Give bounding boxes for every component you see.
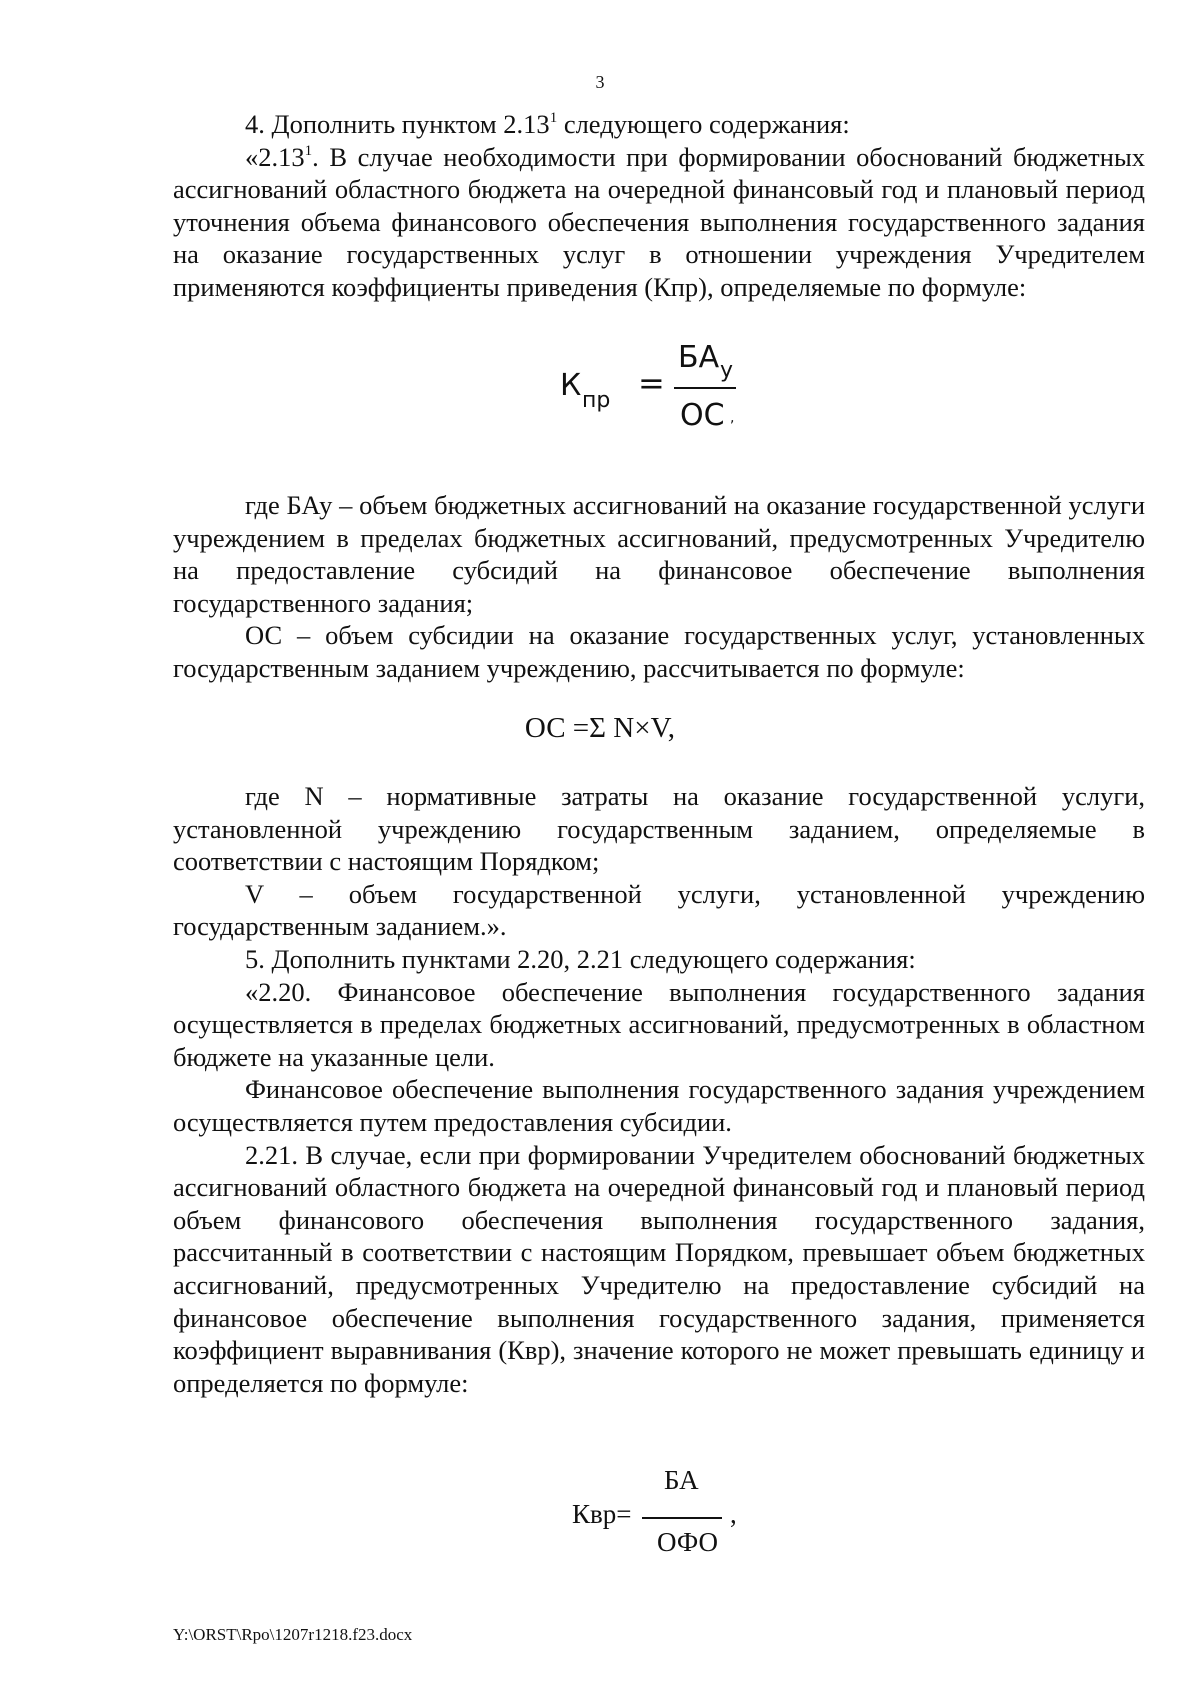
formula-kpr-comma: , <box>730 410 735 426</box>
text-span: «2.13 <box>245 141 305 172</box>
paragraph-definition-bau: где БАу – объем бюджетных ассигнований на оказание государственной услуги учреждением в пределах бюджетных ассигнований, предусмотренных Учредителю на предоставление субсидий на финансовое обеспечение выполнения государственного задания; <box>173 490 1145 618</box>
formula-kvr-denominator: ОФО <box>657 1527 718 1557</box>
text-span: следующего содержания: <box>557 109 850 139</box>
formula-kpr-denominator: ОС <box>680 398 725 433</box>
formula-oc-text: ОС =Σ N×V, <box>524 712 676 744</box>
formula-oc <box>0 712 1200 745</box>
formula-kvr-comma: , <box>730 1499 737 1529</box>
section-item-4 <box>173 108 1145 304</box>
formula-kpr-fraction-bar <box>674 387 736 389</box>
formula-kpr-lhs: К <box>560 368 582 403</box>
formula-kpr-equals: = <box>638 364 665 402</box>
file-path-footer: Y:\ORST\Rpo\1207r1218.f23.docx <box>173 1625 413 1644</box>
superscript: 1 <box>304 142 313 159</box>
formula-kpr <box>560 340 740 450</box>
formula-kvr-lhs: Квр= <box>572 1499 632 1529</box>
formula-kpr-numerator-subscript: у <box>720 358 734 383</box>
page-number: 3 <box>595 72 605 92</box>
text-span: 4. Дополнить пунктом 2.13 <box>245 109 550 139</box>
formula-kvr <box>572 1465 772 1565</box>
superscript: 1 <box>549 110 558 126</box>
paragraph-2-20: «2.20. Финансовое обеспечение выполнения государственного задания осуществляется в пределах бюджетных ассигнований, предусмотренных в областном бюджете на указанные цели. <box>173 976 1145 1072</box>
section-definitions-1 <box>173 489 1145 685</box>
paragraph-definition-n: где N – нормативные затраты на оказание государственной услуги, установленной учреждению государственным заданием, определяемые в соответствии с настоящим Порядком; <box>173 781 1145 877</box>
paragraph-2-21: 2.21. В случае, если при формировании Учредителем обоснований бюджетных ассигнований областного бюджета на очередной финансовый год и плановый период объем финансового обеспечения выполнения государственного задания, рассчитанный в соответствии с настоящим Порядком, превышает объем бюджетных ассигнований, предусмотренных Учредителю на предоставление субсидий на финансовое обеспечение выполнения государственного задания, применяется коэффициент выравнивания (Квр), значение которого не может превышать единицу и определяется по формуле: <box>173 1139 1145 1398</box>
paragraph-2-20-financing: Финансовое обеспечение выполнения государственного задания учреждением осуществляется путем предоставления субсидии. <box>173 1074 1145 1137</box>
formula-kpr-numerator: БА <box>678 340 720 375</box>
paragraph-2-13-1 <box>173 141 1145 304</box>
section-definitions-2 <box>173 780 1145 1399</box>
formula-kvr-fraction-bar <box>642 1517 722 1519</box>
formula-kvr-numerator: БА <box>664 1465 699 1495</box>
paragraph-item-4-heading <box>173 108 1145 141</box>
formula-kpr-lhs-subscript: пр <box>582 388 611 413</box>
paragraph-item-5-heading: 5. Дополнить пунктами 2.20, 2.21 следующего содержания: <box>245 943 916 974</box>
text-span: . В случае необходимости при формировании обоснований бюджетных ассигнований областного бюджета на очередной финансовый год и плановый период уточнения объема финансового обеспечения выполнения государственного задания на оказание государственных услуг в отношении учреждения Учредителем применяются коэффициенты приведения (Кпр), определяемые по формуле: <box>173 141 1145 302</box>
paragraph-definition-oc: ОС – объем субсидии на оказание государственных услуг, установленных государственным заданием учреждению, рассчитывается по формуле: <box>173 620 1145 683</box>
paragraph-definition-v: V – объем государственной услуги, установленной учреждению государственным заданием.». <box>173 878 1145 942</box>
